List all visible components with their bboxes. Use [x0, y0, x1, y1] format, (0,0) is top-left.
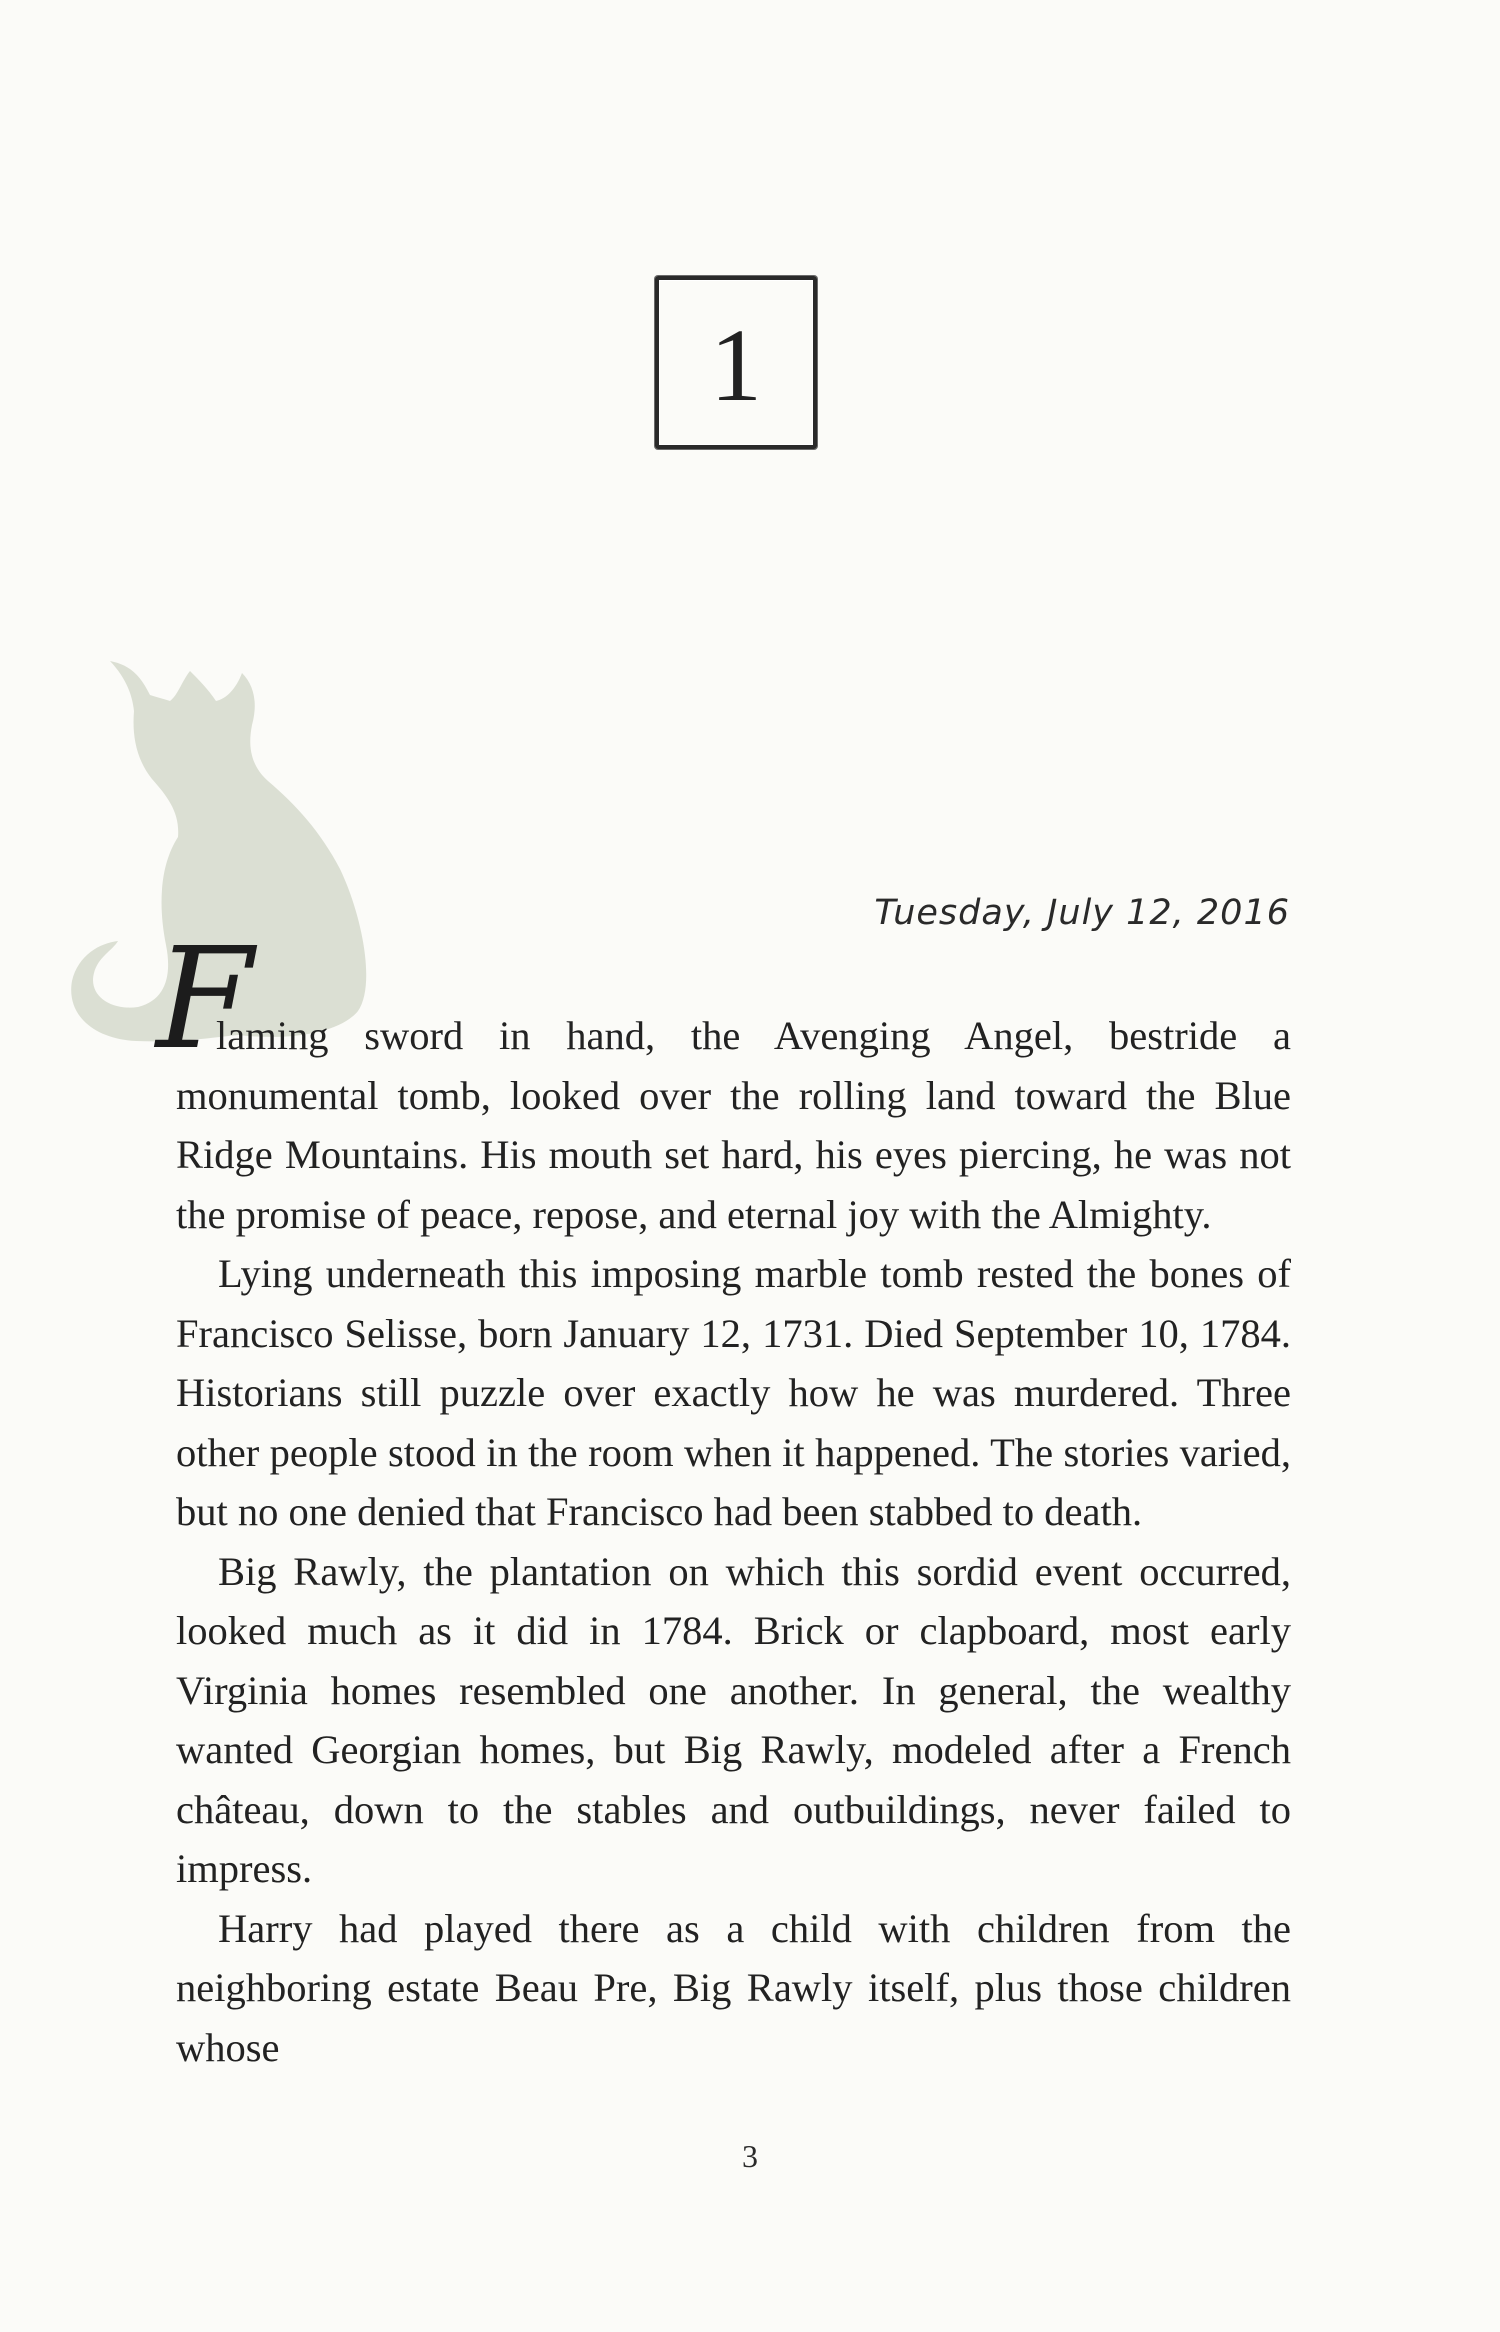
paragraph-1: laming sword in hand, the Avenging Angel, bestride a monumental tomb, looked over the rolling land toward the Blue Ridge Mountains. His mouth set hard, his eyes piercing, he was not the promise of peace, repose, and eternal joy with the Almighty. — [176, 1013, 1291, 1237]
chapter-number: 1 — [710, 307, 762, 423]
drop-cap-letter: F — [156, 918, 254, 1081]
chapter-date: Tuesday, July 12, 2016 — [874, 893, 1290, 933]
chapter-number-box — [655, 276, 817, 449]
body-text — [176, 1006, 1291, 2077]
paragraph-3: Big Rawly, the plantation on which this sordid event occurred, looked much as it did in 1784. Brick or clapboard, most early Virginia homes resembled one another. In general, the wealthy wanted Georgian homes, but Big Rawly, modeled after a French château, down to the stables and outbuildings, never failed to impress. — [176, 1548, 1291, 1891]
page-number: 3 — [742, 2138, 758, 2174]
paragraph-2: Lying underneath this imposing marble tomb rested the bones of Francisco Selisse, born January 12, 1731. Died September 10, 1784. Historians still puzzle over exactly how he was murdered. Three other people stood in the room when it happened. The stories varied, but no one denied that Francisco had been stabbed to death. — [176, 1251, 1291, 1534]
paragraph-4: Harry had played there as a child with children from the neighboring estate Beau Pre, Big Rawly itself, plus those children whose — [176, 1905, 1291, 2070]
